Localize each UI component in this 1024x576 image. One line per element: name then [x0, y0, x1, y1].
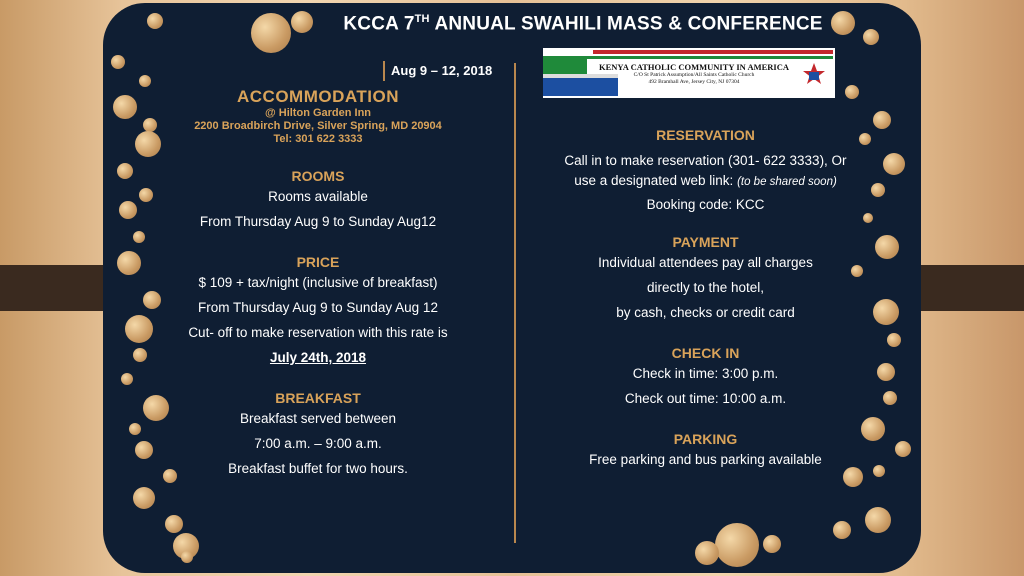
accommodation-title: ACCOMMODATION — [237, 87, 399, 106]
bokeh-dot — [833, 521, 851, 539]
booking-code: Booking code: KCC — [646, 197, 765, 212]
bokeh-dot — [883, 391, 897, 405]
breakfast-line: 7:00 a.m. – 9:00 a.m. — [254, 436, 382, 451]
bokeh-dot — [147, 13, 163, 29]
price-line: From Thursday Aug 9 to Sunday Aug 12 — [198, 300, 438, 315]
left-column — [143, 87, 493, 481]
bokeh-dot — [883, 153, 905, 175]
reservation-line: Call in to make reservation (301- 622 3333), Or — [564, 153, 847, 168]
price-line: Cut- off to make reservation with this rate is — [188, 325, 448, 340]
payment-line: directly to the hotel, — [646, 280, 765, 295]
rooms-title: ROOMS — [291, 168, 345, 184]
bokeh-dot — [113, 95, 137, 119]
bokeh-dot — [877, 363, 895, 381]
reservation-title: RESERVATION — [656, 127, 755, 143]
price-line: $ 109 + tax/night (inclusive of breakfast) — [198, 275, 438, 290]
column-divider — [514, 63, 516, 543]
bokeh-dot — [865, 507, 891, 533]
bokeh-dot — [695, 541, 719, 565]
bokeh-dot — [117, 163, 133, 179]
bokeh-dot — [165, 515, 183, 533]
bokeh-dot — [129, 423, 141, 435]
checkin-title: CHECK IN — [671, 345, 740, 361]
page-title: KCCA 7TH ANNUAL SWAHILI MASS & CONFERENCE — [343, 13, 823, 35]
logo-text — [599, 62, 789, 86]
bokeh-dot — [715, 523, 759, 567]
bokeh-dot — [895, 441, 911, 457]
parking-line: Free parking and bus parking available — [589, 452, 822, 467]
event-date: Aug 9 – 12, 2018 — [383, 61, 492, 81]
hotel-name: @ Hilton Garden Inn — [264, 107, 372, 119]
hotel-address: 2200 Broadbirch Drive, Silver Spring, MD 20904 — [194, 120, 442, 132]
bokeh-dot — [117, 251, 141, 275]
bokeh-dot — [763, 535, 781, 553]
flag-stripe-red — [593, 50, 833, 54]
rooms-line: From Thursday Aug 9 to Sunday Aug12 — [199, 214, 437, 229]
payment-line: Individual attendees pay all charges — [598, 255, 813, 270]
flag-block-green — [543, 56, 587, 74]
kcca-logo — [543, 48, 835, 98]
breakfast-line: Breakfast buffet for two hours. — [228, 461, 408, 476]
cutoff-date: July 24th, 2018 — [269, 350, 367, 365]
bokeh-dot — [845, 85, 859, 99]
bokeh-dot — [863, 29, 879, 45]
bokeh-dot — [119, 201, 137, 219]
flyer-card — [103, 3, 921, 573]
bokeh-dot — [887, 333, 901, 347]
bokeh-dot — [181, 551, 193, 563]
parking-title: PARKING — [673, 431, 738, 447]
bokeh-dot — [111, 55, 125, 69]
breakfast-title: BREAKFAST — [275, 390, 361, 406]
price-title: PRICE — [296, 254, 340, 270]
rooms-line: Rooms available — [268, 189, 368, 204]
star-flag-icon — [803, 62, 825, 88]
breakfast-line: Breakfast served between — [239, 411, 397, 426]
bokeh-dot — [121, 373, 133, 385]
bokeh-dot — [251, 13, 291, 53]
payment-line: by cash, checks or credit card — [616, 305, 795, 320]
reservation-line: use a designated web link: (to be shared soon) — [574, 173, 837, 188]
checkin-line: Check in time: 3:00 p.m. — [632, 366, 779, 381]
right-column — [533, 127, 878, 472]
logo-name: KENYA CATHOLIC COMMUNITY IN AMERICA — [599, 62, 790, 72]
payment-title: PAYMENT — [672, 234, 739, 250]
bokeh-dot — [875, 235, 899, 259]
hotel-tel: Tel: 301 622 3333 — [273, 133, 363, 145]
checkout-line: Check out time: 10:00 a.m. — [624, 391, 787, 406]
logo-address-2: 492 Bramhall Ave, Jersey City, NJ 07304 — [648, 79, 740, 85]
bokeh-dot — [133, 487, 155, 509]
bokeh-dot — [139, 75, 151, 87]
logo-address-1: C/O St Patrick Assumption/All Saints Catholic Church — [633, 72, 755, 78]
